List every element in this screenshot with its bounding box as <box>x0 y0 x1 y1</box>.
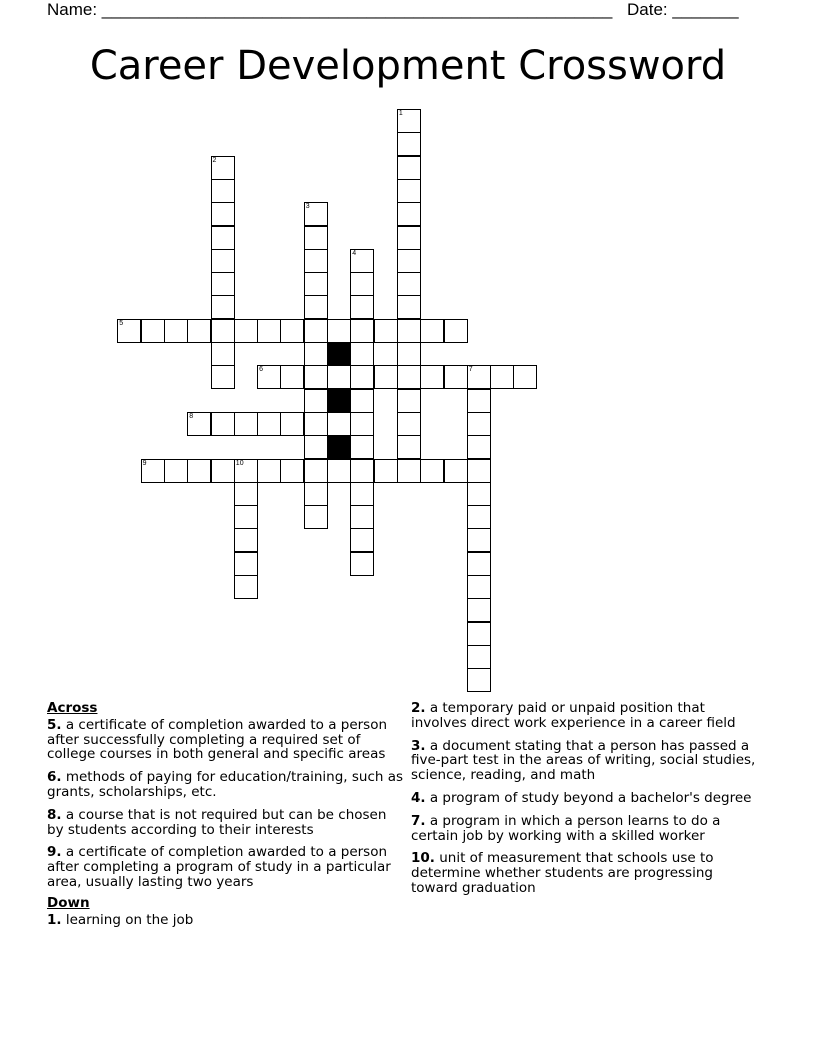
grid-cell[interactable] <box>467 552 491 576</box>
grid-cell[interactable] <box>234 505 258 529</box>
grid-cell[interactable] <box>304 295 328 319</box>
grid-cell[interactable] <box>397 389 421 413</box>
grid-cell[interactable] <box>467 459 491 483</box>
date-field-label: Date: _______ <box>627 0 739 19</box>
grid-cell[interactable] <box>350 389 374 413</box>
grid-cell[interactable] <box>350 412 374 436</box>
name-field-label: Name: ______________________________________________________ <box>47 0 613 19</box>
grid-cell[interactable] <box>211 179 235 203</box>
clue-number-label: 4 <box>352 249 357 257</box>
clue-number-label: 9 <box>142 459 147 467</box>
grid-cell[interactable] <box>420 365 444 389</box>
clue-across-9 <box>47 845 407 889</box>
grid-cell[interactable] <box>350 365 374 389</box>
grid-cell[interactable] <box>257 319 281 343</box>
grid-cell[interactable] <box>211 156 235 180</box>
grid-cell[interactable] <box>234 528 258 552</box>
page-title: Career Development Crossword <box>89 43 727 89</box>
clue-number: 2. <box>411 700 426 716</box>
grid-block-cell <box>327 342 351 366</box>
grid-cell[interactable] <box>141 459 165 483</box>
grid-cell[interactable] <box>304 412 328 436</box>
grid-cell[interactable] <box>234 412 258 436</box>
clue-text: a certificate of completion awarded to a person after completing a program of study in a particular area, usually lasting two years <box>47 844 391 890</box>
grid-cell[interactable] <box>280 319 304 343</box>
across-heading: Across <box>47 700 98 716</box>
clue-number: 3. <box>411 737 426 754</box>
grid-cell[interactable] <box>350 272 374 296</box>
grid-cell[interactable] <box>350 342 374 366</box>
grid-cell[interactable] <box>467 365 491 389</box>
clue-number: 7. <box>411 812 426 829</box>
grid-cell[interactable] <box>374 319 398 343</box>
grid-cell[interactable] <box>397 272 421 296</box>
grid-cell[interactable] <box>304 389 328 413</box>
grid-cell[interactable] <box>467 575 491 599</box>
clue-down-10 <box>411 851 761 895</box>
grid-cell[interactable] <box>211 365 235 389</box>
grid-cell[interactable] <box>397 365 421 389</box>
grid-cell[interactable] <box>467 668 491 692</box>
clue-number-label: 10 <box>235 459 244 467</box>
grid-cell[interactable] <box>304 272 328 296</box>
grid-cell[interactable] <box>467 505 491 529</box>
clue-across-6 <box>47 770 407 800</box>
grid-cell[interactable] <box>467 622 491 646</box>
grid-cell[interactable] <box>467 528 491 552</box>
grid-cell[interactable] <box>304 365 328 389</box>
grid-cell[interactable] <box>304 342 328 366</box>
grid-cell[interactable] <box>211 412 235 436</box>
grid-cell[interactable] <box>397 459 421 483</box>
grid-cell[interactable] <box>420 319 444 343</box>
clue-number-label: 1 <box>398 110 403 117</box>
grid-cell[interactable] <box>257 365 281 389</box>
grid-cell[interactable] <box>257 459 281 483</box>
clue-text: learning on the job <box>65 911 194 928</box>
grid-cell[interactable] <box>211 226 235 250</box>
clue-number: 4. <box>411 789 426 806</box>
grid-cell[interactable] <box>490 365 514 389</box>
grid-cell[interactable] <box>444 365 468 389</box>
grid-cell[interactable] <box>187 459 211 483</box>
grid-cell[interactable] <box>327 459 351 483</box>
grid-cell[interactable] <box>234 575 258 599</box>
grid-cell[interactable] <box>374 365 398 389</box>
grid-cell[interactable] <box>397 319 421 343</box>
grid-cell[interactable] <box>350 249 374 273</box>
grid-cell[interactable] <box>374 459 398 483</box>
grid-cell[interactable] <box>350 295 374 319</box>
grid-cell[interactable] <box>211 295 235 319</box>
grid-cell[interactable] <box>467 435 491 459</box>
grid-cell[interactable] <box>397 156 421 180</box>
grid-cell[interactable] <box>234 482 258 506</box>
grid-cell[interactable] <box>350 552 374 576</box>
clue-down-1 <box>47 913 407 928</box>
clue-number: 10. <box>411 850 435 867</box>
clue-number: 9. <box>47 844 62 861</box>
clue-number-label: 7 <box>468 366 473 374</box>
grid-cell[interactable] <box>234 459 258 483</box>
grid-cell[interactable] <box>211 202 235 226</box>
grid-cell[interactable] <box>350 319 374 343</box>
clue-text: a course that is not required but can be chosen by students according to their interests <box>47 806 387 838</box>
clue-text: methods of paying for education/training, such as grants, scholarships, etc. <box>47 769 404 800</box>
grid-cell[interactable] <box>164 459 188 483</box>
grid-cell[interactable] <box>187 319 211 343</box>
grid-cell[interactable] <box>467 598 491 622</box>
grid-cell[interactable] <box>257 412 281 436</box>
clue-number: 1. <box>47 911 62 928</box>
grid-cell[interactable] <box>467 645 491 669</box>
grid-cell[interactable] <box>397 412 421 436</box>
clue-text: a temporary paid or unpaid position that involves direct work experience in a career field <box>411 700 736 731</box>
grid-cell[interactable] <box>117 319 141 343</box>
grid-cell[interactable] <box>444 459 468 483</box>
grid-cell[interactable] <box>280 365 304 389</box>
grid-cell[interactable] <box>397 435 421 459</box>
clue-text: a certificate of completion awarded to a person after successfully completing a required set of college courses in both general and specific areas <box>47 716 388 763</box>
grid-cell[interactable] <box>397 202 421 226</box>
grid-cell[interactable] <box>467 482 491 506</box>
grid-cell[interactable] <box>304 226 328 250</box>
clue-number-label: 6 <box>259 366 263 374</box>
grid-cell[interactable] <box>304 202 328 226</box>
clue-text: a program in which a person learns to do a certain job by working with a skilled worker <box>411 812 721 844</box>
clue-number-label: 8 <box>189 412 194 420</box>
grid-cell[interactable] <box>280 412 304 436</box>
grid-block-cell <box>327 435 351 459</box>
grid-cell[interactable] <box>187 412 211 436</box>
grid-cell[interactable] <box>350 482 374 506</box>
grid-cell[interactable] <box>420 459 444 483</box>
grid-cell[interactable] <box>211 319 235 343</box>
grid-cell[interactable] <box>467 389 491 413</box>
grid-cell[interactable] <box>211 272 235 296</box>
clues-right-column <box>411 701 761 904</box>
clue-number: 6. <box>47 769 62 786</box>
grid-cell[interactable] <box>350 435 374 459</box>
grid-cell[interactable] <box>397 342 421 366</box>
grid-cell[interactable] <box>304 482 328 506</box>
grid-cell[interactable] <box>327 319 351 343</box>
grid-cell[interactable] <box>327 412 351 436</box>
clue-down-7 <box>411 814 761 844</box>
clue-number: 5. <box>47 716 62 733</box>
grid-cell[interactable] <box>397 132 421 156</box>
down-heading: Down <box>47 894 90 911</box>
grid-cell[interactable] <box>397 295 421 319</box>
grid-cell[interactable] <box>304 505 328 529</box>
grid-cell[interactable] <box>211 342 235 366</box>
grid-cell[interactable] <box>304 319 328 343</box>
grid-cell[interactable] <box>467 412 491 436</box>
grid-cell[interactable] <box>350 459 374 483</box>
grid-cell[interactable] <box>397 179 421 203</box>
grid-cell[interactable] <box>397 109 421 133</box>
clue-number: 8. <box>47 806 62 823</box>
grid-cell[interactable] <box>350 505 374 529</box>
grid-cell[interactable] <box>234 319 258 343</box>
grid-block-cell <box>327 389 351 413</box>
grid-cell[interactable] <box>304 435 328 459</box>
clue-across-8 <box>47 808 407 838</box>
clue-text: a document stating that a person has passed a five-part test in the areas of writing, social studies, science, reading, and math <box>411 737 756 784</box>
grid-cell[interactable] <box>327 365 351 389</box>
clue-number-label: 2 <box>212 156 217 164</box>
grid-cell[interactable] <box>444 319 468 343</box>
clue-text: a program of study beyond a bachelor's degree <box>429 789 752 806</box>
clue-down-3 <box>411 739 761 783</box>
grid-cell[interactable] <box>397 226 421 250</box>
grid-cell[interactable] <box>350 528 374 552</box>
grid-cell[interactable] <box>164 319 188 343</box>
grid-cell[interactable] <box>397 249 421 273</box>
clues-left-column <box>47 701 407 935</box>
grid-cell[interactable] <box>304 459 328 483</box>
clue-down-4 <box>411 791 761 806</box>
clue-number-label: 5 <box>119 319 124 327</box>
clue-text: unit of measurement that schools use to determine whether students are progressing toward graduation <box>411 850 714 896</box>
clue-across-5 <box>47 718 407 762</box>
grid-cell[interactable] <box>211 459 235 483</box>
grid-cell[interactable] <box>513 365 537 389</box>
clue-number-label: 3 <box>305 203 310 211</box>
grid-cell[interactable] <box>280 459 304 483</box>
grid-cell[interactable] <box>234 552 258 576</box>
clue-down-2 <box>411 701 761 731</box>
grid-cell[interactable] <box>211 249 235 273</box>
grid-cell[interactable] <box>141 319 165 343</box>
grid-cell[interactable] <box>304 249 328 273</box>
